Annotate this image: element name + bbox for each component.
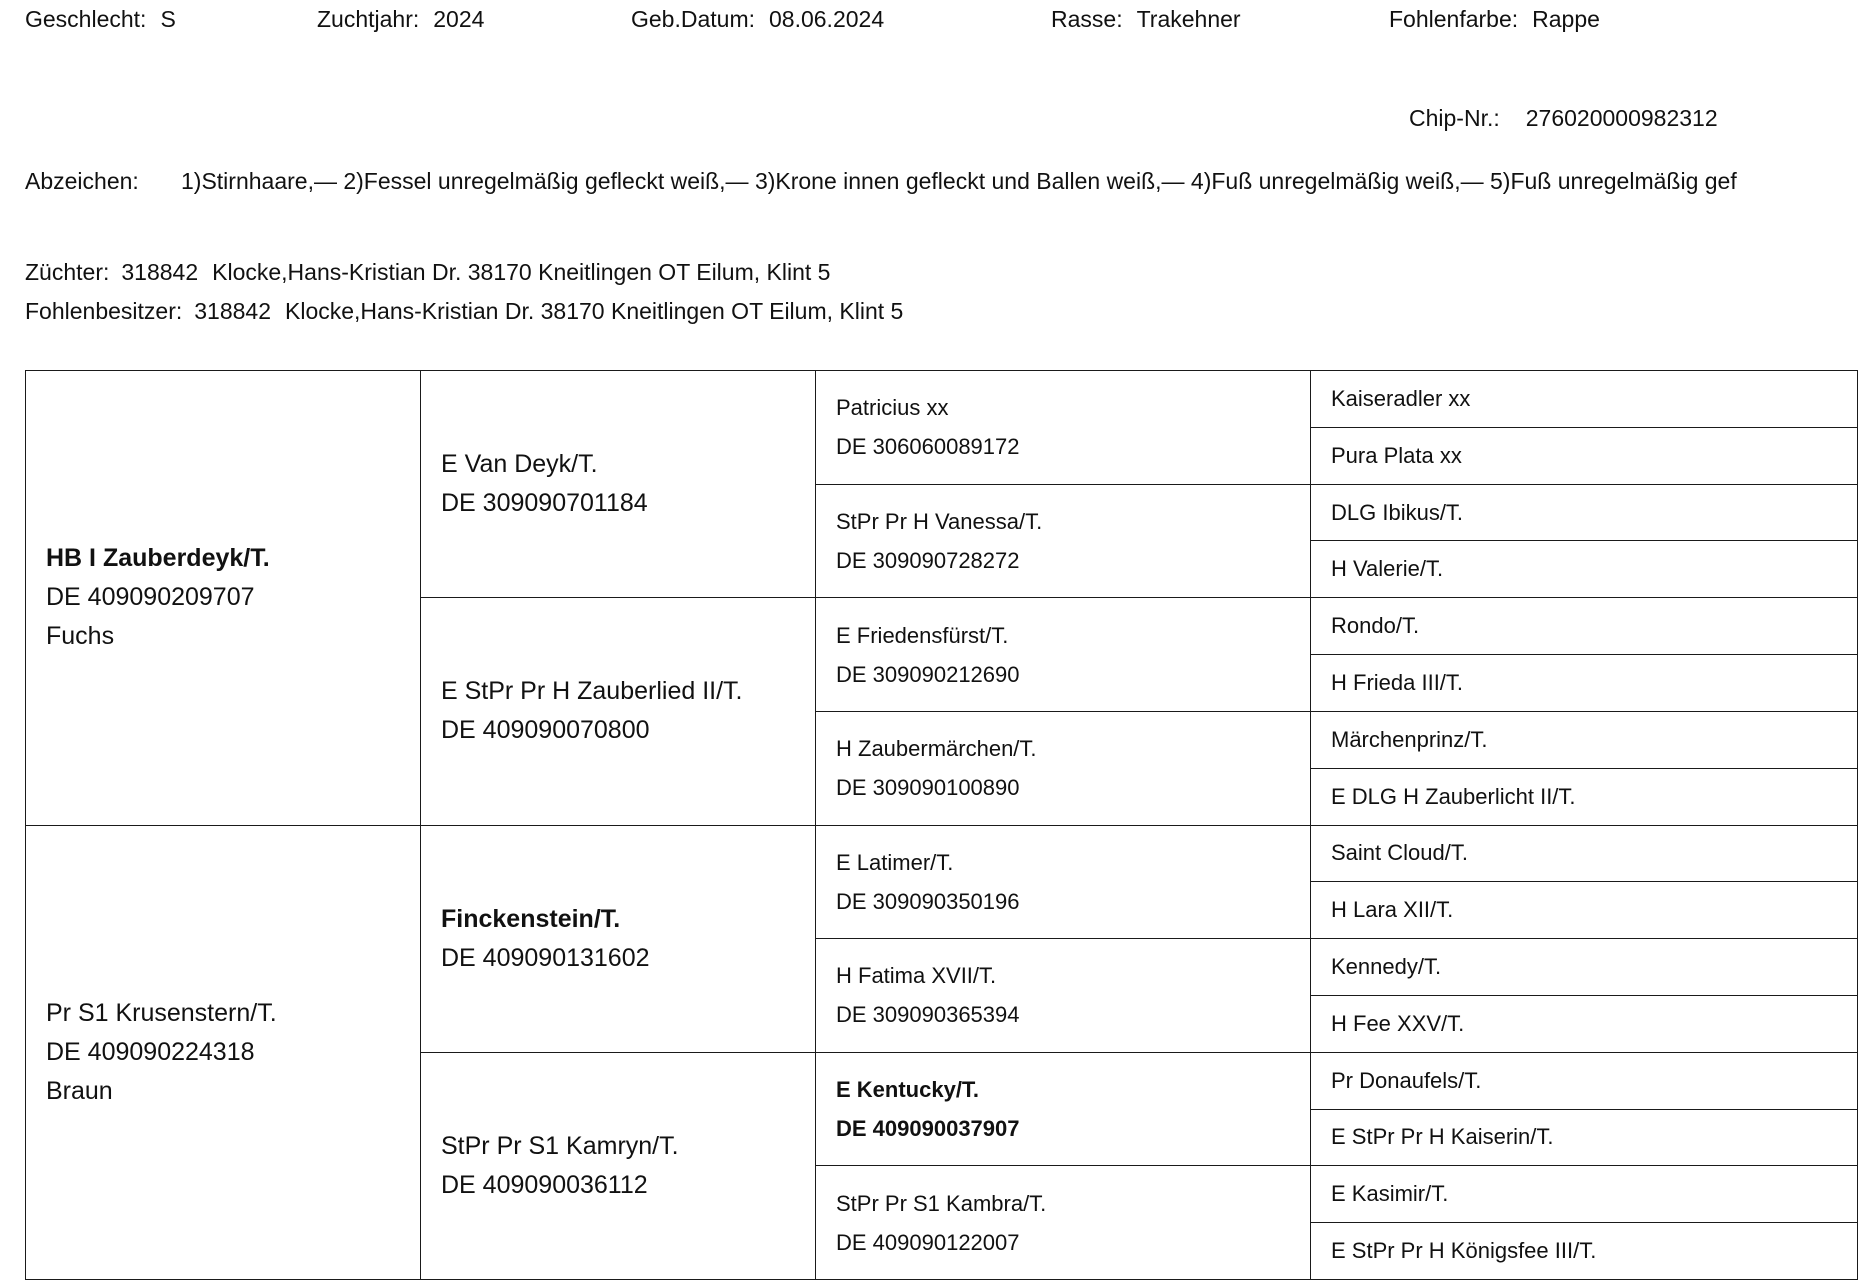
pedigree-g4-cell: E StPr Pr H Königsfee III/T. — [1311, 1223, 1858, 1280]
pedigree-g4-cell: DLG Ibikus/T. — [1311, 484, 1858, 541]
abzeichen — [25, 162, 1825, 201]
pedigree-g4-cell: H Valerie/T. — [1311, 541, 1858, 598]
g2-id: DE 409090036112 — [441, 1170, 648, 1199]
g2-id: DE 409090131602 — [441, 943, 650, 972]
besitzer-name: Klocke,Hans-Kristian Dr. 38170 Kneitlingen OT Eilum, Klint 5 — [285, 298, 904, 324]
g3-id: DE 309090100890 — [836, 775, 1020, 801]
field-rasse — [1051, 6, 1241, 33]
field-geschlecht — [25, 6, 176, 33]
label-abzeichen: Abzeichen: — [25, 168, 139, 194]
field-chip — [1409, 105, 1718, 132]
g2-id: DE 309090701184 — [441, 489, 648, 518]
pedigree-g4-cell: E DLG H Zauberlicht II/T. — [1311, 768, 1858, 825]
pedigree-g4-cell: Märchenprinz/T. — [1311, 711, 1858, 768]
g3-name: StPr Pr S1 Kambra/T. — [836, 1190, 1047, 1216]
g3-id: DE 409090037907 — [836, 1116, 1020, 1142]
pedigree-g3-cell — [816, 1052, 1311, 1166]
besitzer-number: 318842 — [194, 298, 271, 324]
pedigree-g3-cell — [816, 939, 1311, 1053]
pedigree-g4-cell: H Frieda III/T. — [1311, 655, 1858, 712]
label-zuchtjahr: Zuchtjahr: — [317, 6, 420, 32]
value-fohlenfarbe: Rappe — [1532, 6, 1600, 32]
pedigree-g2-cell — [421, 371, 816, 598]
pedigree-g4-cell: Saint Cloud/T. — [1311, 825, 1858, 882]
dam-color: Braun — [46, 1076, 113, 1105]
g3-id: DE 309090350196 — [836, 888, 1020, 914]
pedigree-g4-cell: Pura Plata xx — [1311, 427, 1858, 484]
sire-color: Fuchs — [46, 622, 115, 651]
pedigree-table — [25, 370, 1858, 1280]
pedigree-g2-cell — [421, 825, 816, 1052]
g2-name: E Van Deyk/T. — [441, 450, 598, 479]
pedigree-g3-cell — [816, 1166, 1311, 1280]
pedigree-g2-cell — [421, 1052, 816, 1279]
label-gebdatum: Geb.Datum: — [631, 6, 755, 32]
pedigree-g4-cell: E StPr Pr H Kaiserin/T. — [1311, 1109, 1858, 1166]
g3-id: DE 309090212690 — [836, 661, 1020, 687]
value-chip: 276020000982312 — [1525, 105, 1718, 131]
field-zuchtjahr — [317, 6, 484, 33]
pedigree-g4-cell: Kaiseradler xx — [1311, 371, 1858, 428]
g3-id: DE 309090728272 — [836, 547, 1020, 573]
g3-name: H Zaubermärchen/T. — [836, 736, 1037, 762]
sire-id: DE 409090209707 — [46, 583, 255, 612]
g3-id: DE 306060089172 — [836, 434, 1020, 460]
dam-id: DE 409090224318 — [46, 1037, 255, 1066]
g2-id: DE 409090070800 — [441, 716, 650, 745]
label-rasse: Rasse: — [1051, 6, 1123, 32]
g3-id: DE 409090122007 — [836, 1229, 1020, 1255]
pedigree-g4-cell: E Kasimir/T. — [1311, 1166, 1858, 1223]
pedigree-g4-cell: Kennedy/T. — [1311, 939, 1858, 996]
value-zuchtjahr: 2024 — [433, 6, 485, 32]
pedigree-g4-cell: H Fee XXV/T. — [1311, 995, 1858, 1052]
pedigree-g3-cell — [816, 598, 1311, 712]
label-fohlenbesitzer: Fohlenbesitzer: — [25, 298, 183, 324]
sire-name: HB I Zauberdeyk/T. — [46, 544, 270, 573]
pedigree-g4-cell: Rondo/T. — [1311, 598, 1858, 655]
g3-id: DE 309090365394 — [836, 1002, 1020, 1028]
pedigree-g3-cell — [816, 484, 1311, 598]
label-zuechter: Züchter: — [25, 259, 110, 285]
g2-name: StPr Pr S1 Kamryn/T. — [441, 1131, 679, 1160]
label-fohlenfarbe: Fohlenfarbe: — [1389, 6, 1519, 32]
zuechter — [25, 259, 830, 286]
label-chip: Chip-Nr.: — [1409, 105, 1500, 131]
pedigree-dam — [26, 825, 421, 1280]
pedigree-sire — [26, 371, 421, 826]
g2-name: E StPr Pr H Zauberlied II/T. — [441, 677, 743, 706]
value-geschlecht: S — [160, 6, 176, 32]
field-fohlenfarbe — [1389, 6, 1600, 33]
pedigree-g3-cell — [816, 371, 1311, 485]
abzeichen-text: 1)Stirnhaare,— 2)Fessel unregelmäßig gefleckt weiß,— 3)Krone innen gefleckt und Ballen weiß,— 4)Fuß unregelmäßig weiß,— 5)Fuß unregelmäßig gef — [181, 168, 1737, 194]
pedigree-g3-cell — [816, 711, 1311, 825]
g3-name: Patricius xx — [836, 395, 949, 421]
field-gebdatum — [631, 6, 884, 33]
fohlenbesitzer — [25, 298, 903, 325]
pedigree-g3-cell — [816, 825, 1311, 939]
zuechter-name: Klocke,Hans-Kristian Dr. 38170 Kneitlingen OT Eilum, Klint 5 — [212, 259, 831, 285]
zuechter-number: 318842 — [121, 259, 199, 285]
value-gebdatum: 08.06.2024 — [769, 6, 885, 32]
g3-name: E Kentucky/T. — [836, 1077, 980, 1103]
dam-name: Pr S1 Krusenstern/T. — [46, 998, 277, 1027]
g2-name: Finckenstein/T. — [441, 904, 621, 933]
pedigree-g4-cell: Pr Donaufels/T. — [1311, 1052, 1858, 1109]
g3-name: E Latimer/T. — [836, 849, 954, 875]
pedigree-g4-cell: H Lara XII/T. — [1311, 882, 1858, 939]
g3-name: H Fatima XVII/T. — [836, 963, 997, 989]
label-geschlecht: Geschlecht: — [25, 6, 147, 32]
value-rasse: Trakehner — [1136, 6, 1241, 32]
pedigree-g2-cell — [421, 598, 816, 825]
g3-name: E Friedensfürst/T. — [836, 622, 1009, 648]
g3-name: StPr Pr H Vanessa/T. — [836, 508, 1043, 534]
